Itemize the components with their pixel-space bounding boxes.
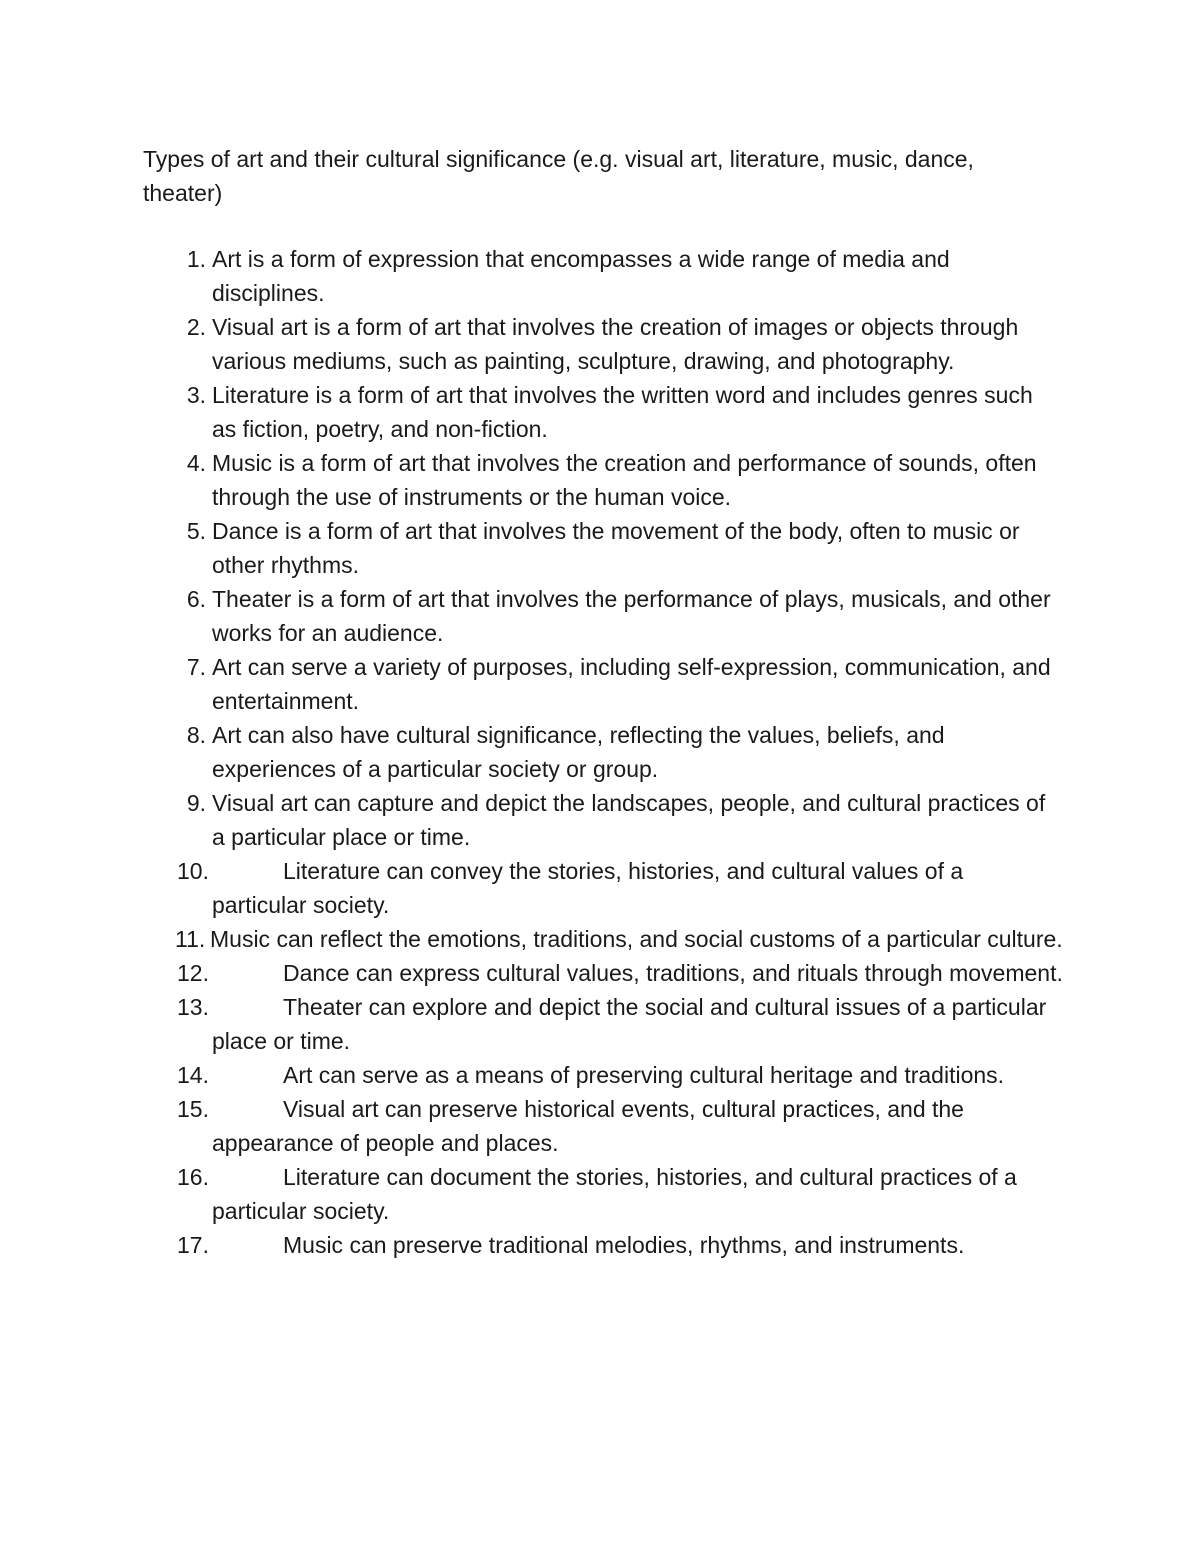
- item-number: 11.: [175, 926, 206, 952]
- item-text: Art can also have cultural significance, reflecting the values, beliefs, and experiences of a particular society or group.: [212, 722, 945, 782]
- list-item: [143, 446, 1063, 514]
- item-text: Music is a form of art that involves the creation and performance of sounds, often through the use of instruments or the human voice.: [212, 450, 1037, 510]
- item-number: 5.: [186, 518, 206, 544]
- item-number: 16.: [177, 1164, 209, 1190]
- item-text: Visual art can preserve historical events, cultural practices, and the appearance of people and places.: [212, 1096, 964, 1156]
- item-text: Literature can convey the stories, histories, and cultural values of a particular society.: [212, 858, 964, 918]
- item-number: 7.: [186, 654, 206, 680]
- item-number: 15.: [177, 1096, 209, 1122]
- list-item: [143, 1058, 1063, 1092]
- list-item: [143, 786, 1063, 854]
- list-item: [143, 956, 1063, 990]
- item-text: Music can reflect the emotions, traditions, and social customs of a particular culture.: [210, 926, 1063, 952]
- item-text: Theater is a form of art that involves the performance of plays, musicals, and other works for an audience.: [212, 586, 1051, 646]
- item-number: 2.: [186, 314, 206, 340]
- list-item: [143, 242, 1063, 310]
- item-number: 3.: [186, 382, 206, 408]
- item-text: Literature can document the stories, histories, and cultural practices of a particular society.: [212, 1164, 1017, 1224]
- item-text: Visual art is a form of art that involves the creation of images or objects through various mediums, such as painting, sculpture, drawing, and photography.: [212, 314, 1019, 374]
- list-item: [143, 922, 1063, 956]
- list-item: [143, 854, 1063, 922]
- document-title: Types of art and their cultural significance (e.g. visual art, literature, music, dance, theater): [143, 146, 974, 206]
- numbered-list: [143, 242, 1063, 1262]
- list-item: [143, 582, 1063, 650]
- list-item: [143, 1228, 1063, 1262]
- item-text: Art is a form of expression that encompasses a wide range of media and disciplines.: [212, 246, 950, 306]
- item-number: 14.: [177, 1062, 209, 1088]
- item-number: 13.: [177, 994, 209, 1020]
- item-text: Dance can express cultural values, traditions, and rituals through movement.: [283, 960, 1063, 986]
- list-item: [143, 1160, 1063, 1228]
- item-text: Dance is a form of art that involves the movement of the body, often to music or other rhythms.: [212, 518, 1020, 578]
- item-text: Art can serve as a means of preserving cultural heritage and traditions.: [283, 1062, 1005, 1088]
- list-item: [143, 650, 1063, 718]
- list-item: [143, 990, 1063, 1058]
- list-item: [143, 310, 1063, 378]
- item-text: Theater can explore and depict the social and cultural issues of a particular place or time.: [212, 994, 1047, 1054]
- list-item: [143, 718, 1063, 786]
- item-number: 6.: [186, 586, 206, 612]
- list-item: [143, 378, 1063, 446]
- item-number: 4.: [186, 450, 206, 476]
- item-text: Music can preserve traditional melodies, rhythms, and instruments.: [283, 1232, 965, 1258]
- item-number: 9.: [186, 790, 206, 816]
- item-number: 17.: [177, 1232, 209, 1258]
- list-item: [143, 514, 1063, 582]
- item-text: Literature is a form of art that involves the written word and includes genres such as fiction, poetry, and non-fiction.: [212, 382, 1033, 442]
- item-number: 1.: [186, 246, 206, 272]
- item-text: Art can serve a variety of purposes, including self-expression, communication, and entertainment.: [212, 654, 1051, 714]
- item-number: 12.: [177, 960, 209, 986]
- item-text: Visual art can capture and depict the landscapes, people, and cultural practices of a particular place or time.: [212, 790, 1046, 850]
- item-number: 8.: [186, 722, 206, 748]
- item-number: 10.: [177, 858, 209, 884]
- list-item: [143, 1092, 1063, 1160]
